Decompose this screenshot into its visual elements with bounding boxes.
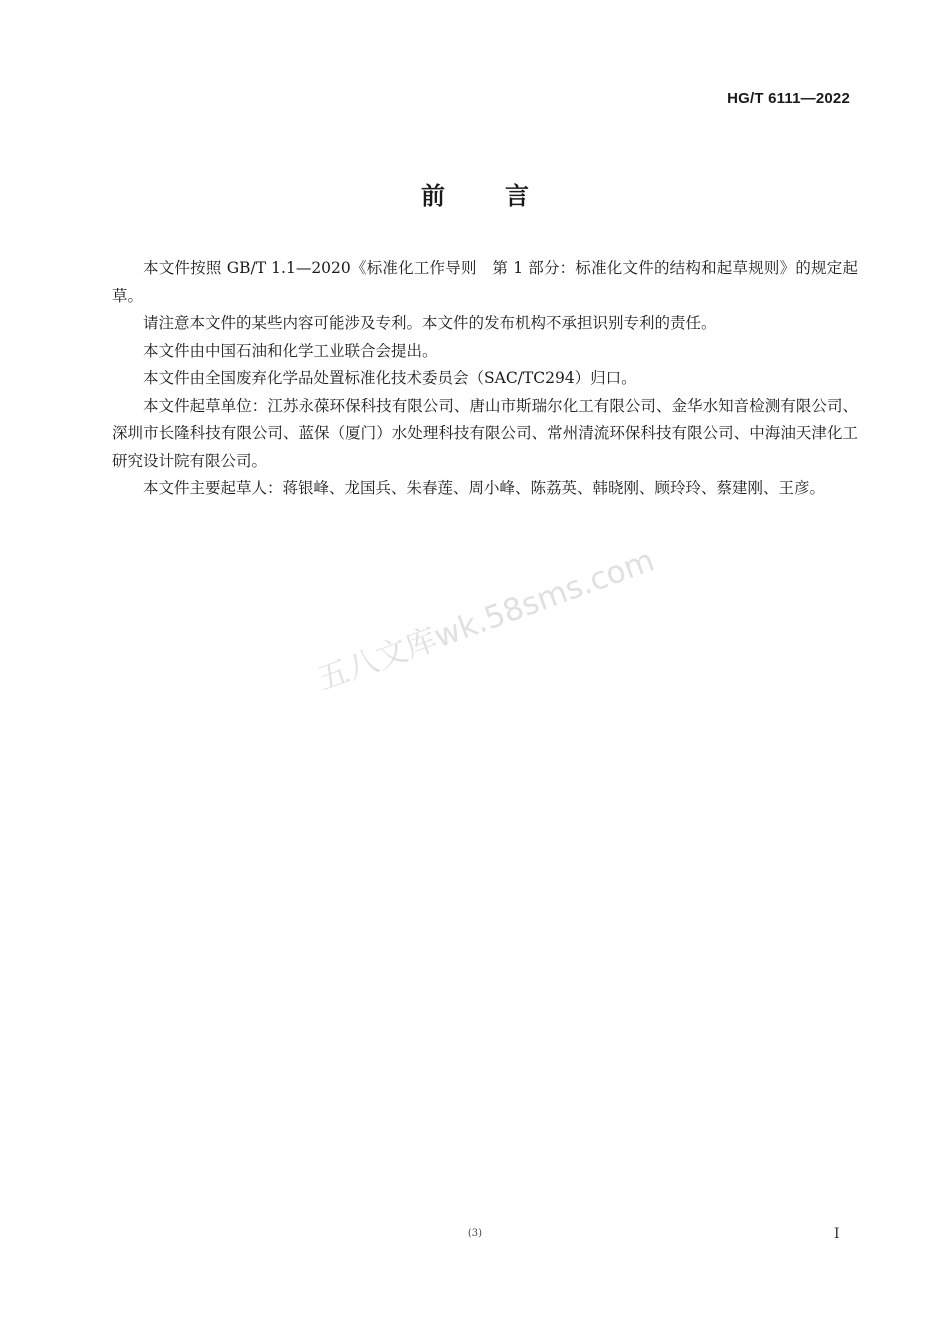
page-title: 前言 bbox=[421, 182, 589, 210]
document-body bbox=[112, 255, 858, 503]
page-number: (3) bbox=[467, 1228, 483, 1239]
paragraph-main-drafters: 本文件主要起草人：蒋银峰、龙国兵、朱春莲、周小峰、陈荔英、韩晓刚、顾玲玲、蔡建刚、王彦。 bbox=[143, 479, 826, 497]
standard-code: HG/T 6111—2022 bbox=[727, 90, 850, 107]
paragraph-patent-notice: 请注意本文件的某些内容可能涉及专利。本文件的发布机构不承担识别专利的责任。 bbox=[143, 314, 717, 332]
paragraph-proposed-by: 本文件由中国石油和化学工业联合会提出。 bbox=[143, 341, 438, 360]
paragraph-drafting-units: 本文件起草单位：江苏永葆环保科技有限公司、唐山市斯瑞尔化工有限公司、金华水知音检测有限公司、深圳市长隆科技有限公司、蓝保（厦门）水处理科技有限公司、常州清流环保科技有限公司、中海油天津化工研究设计院有限公司。 bbox=[112, 396, 858, 470]
paragraph-administered-by: 本文件由全国废弃化学品处置标准化技术委员会（SAC/TC294）归口。 bbox=[143, 369, 637, 387]
watermark: 五八文库wk.58sms.com bbox=[313, 542, 660, 698]
page-roman-numeral: I bbox=[834, 1226, 840, 1242]
paragraph-drafting-rules: 本文件按照 GB/T 1.1—2020《标准化工作导则 第 1 部分：标准化文件的结构和起草规则》的规定起草。 bbox=[112, 259, 858, 305]
